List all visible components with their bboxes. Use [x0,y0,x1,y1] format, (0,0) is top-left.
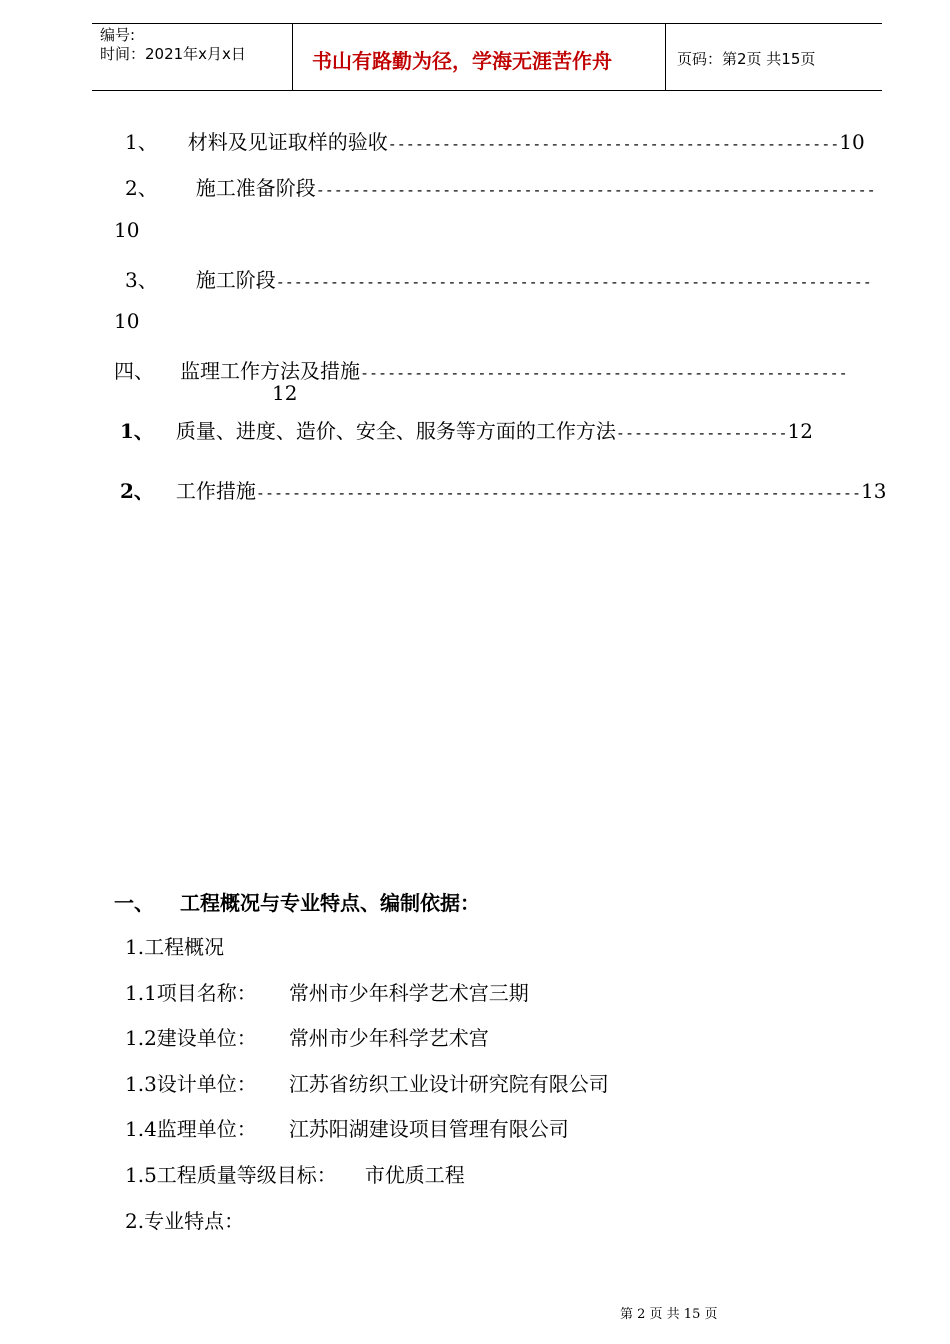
toc-item-number: 1、 [120,419,154,443]
field-value: 常州市少年科学艺术宫三期 [288,981,529,1005]
header-divider-right [665,23,666,90]
toc-item-page: 12 [787,419,813,443]
field-label: 1.5工程质量等级目标： [125,1163,337,1187]
header-top-rule [92,23,882,24]
field-value: 市优质工程 [364,1163,465,1187]
toc-item [125,264,872,293]
field-label: 1.4监理单位： [125,1117,257,1141]
section-heading-number: 一、 [114,891,154,915]
toc-leader: ------------------------------------------------------------------ [275,273,872,291]
toc-item-page: 13 [860,479,887,503]
field-label: 1.2建设单位： [125,1026,257,1050]
field-row [125,1068,609,1097]
field-row [125,1113,569,1142]
toc-item-title: 材料及见证取样的验收 [187,130,388,154]
header-time-label: 时间：2021年x月x日 [100,45,246,63]
field-label: 1.1项目名称： [125,981,257,1005]
field-row [125,1159,465,1188]
toc-item [114,355,848,384]
field-row [125,1022,489,1051]
field-value: 江苏阳湖建设项目管理有限公司 [288,1117,569,1141]
field-label: 1.3设计单位： [125,1072,257,1096]
toc-item-title: 质量、进度、造价、安全、服务等方面的工作方法 [175,419,616,443]
toc-item-number: 2、 [125,176,158,200]
section-heading [114,887,480,916]
toc-item-number: 四、 [114,359,154,383]
toc-item-page: 10 [839,130,865,154]
toc-item-title: 施工准备阶段 [195,176,316,200]
toc-item [125,172,876,201]
field-row [125,977,529,1006]
toc-item-page: 10 [114,218,140,242]
header-bottom-rule [92,90,882,91]
toc-leader: ------------------------------------------------------ [360,364,848,382]
field-value: 江苏省纺织工业设计研究院有限公司 [288,1072,609,1096]
header-page-info: 页码：第2页 共15页 [677,50,816,68]
toc-item-number: 2、 [120,479,154,503]
section-heading-text: 工程概况与专业特点、编制依据： [180,891,480,915]
toc-item-page: 12 [272,381,298,405]
header-motto: 书山有路勤为径，学海无涯苦作舟 [312,49,612,73]
toc-item-title: 施工阶段 [195,268,276,292]
page-footer: 第 2 页 共 15 页 [620,1307,718,1322]
toc-item [125,126,865,155]
toc-leader: -------------------------------------------------- [387,135,840,153]
toc-item-title: 工作措施 [175,479,256,503]
field-value: 常州市少年科学艺术宫 [288,1026,489,1050]
toc-leader: -------------------------------------------------------------- [315,181,876,199]
toc-leader: ------------------------------------------------------------------- [255,484,861,502]
toc-item-number: 1、 [125,130,158,154]
subsection-title: 1.工程概况 [125,935,225,959]
toc-item-title: 监理工作方法及措施 [180,359,360,383]
header-divider-left [292,23,293,90]
toc-item-number: 3、 [125,268,158,292]
toc-leader: ------------------- [615,424,788,442]
toc-item [120,415,813,444]
toc-item-page: 10 [114,309,140,333]
toc-item [120,475,886,504]
header-number-label: 编号: [100,26,136,44]
subsection-title: 2.专业特点： [125,1209,245,1233]
